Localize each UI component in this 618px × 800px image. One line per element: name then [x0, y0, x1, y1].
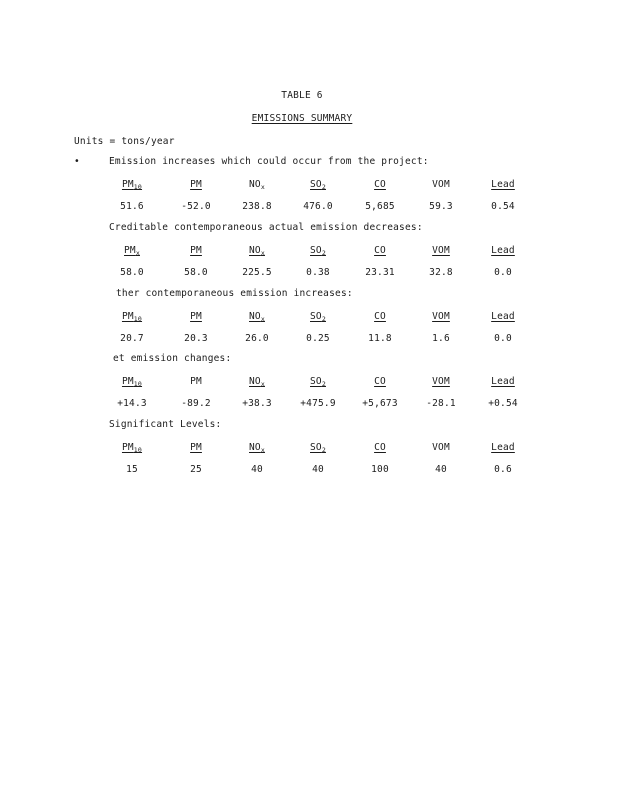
column-header: PM — [190, 442, 202, 453]
section-label: Creditable contemporaneous actual emission decreases: — [109, 222, 423, 233]
column-header: VOM — [432, 311, 450, 322]
column-header: $SO_2$ — [310, 442, 326, 454]
column-header: CO — [374, 311, 386, 322]
table-cell: 225.5 — [242, 267, 272, 278]
section-label: Significant Levels: — [109, 419, 222, 430]
units-line: Units = tons/year — [74, 136, 175, 147]
table-cell: 23.31 — [365, 267, 395, 278]
column-header: $SO_2$ — [310, 245, 326, 257]
table-cell: 26.0 — [245, 333, 269, 344]
table-cell: 476.0 — [303, 201, 333, 212]
bullet-marker: • — [74, 156, 80, 167]
table-cell: 25 — [190, 464, 202, 475]
table-cell: 58.0 — [120, 267, 144, 278]
column-header: CO — [374, 179, 386, 190]
table-cell: 20.7 — [120, 333, 144, 344]
table-cell: +38.3 — [242, 398, 272, 409]
table-cell: -89.2 — [181, 398, 211, 409]
table-cell: -52.0 — [181, 201, 211, 212]
column-header: VOM — [432, 442, 450, 453]
column-header: PM — [190, 376, 202, 387]
table-cell: 5,685 — [365, 201, 395, 212]
column-header: Lead — [491, 311, 515, 322]
table-title: TABLE 6 — [281, 90, 323, 101]
column-header: $PM_{10}$ — [121, 376, 143, 388]
table-cell: 1.6 — [432, 333, 450, 344]
table-cell: 238.8 — [242, 201, 272, 212]
column-header: VOM — [432, 376, 450, 387]
column-header: $PM_{10}$ — [121, 179, 143, 191]
column-header: $NO_x$ — [249, 311, 265, 323]
column-header: VOM — [432, 179, 450, 190]
column-header: $SO_2$ — [310, 179, 326, 191]
table-cell: 0.25 — [306, 333, 330, 344]
column-header: $PM_x$ — [124, 245, 140, 257]
table-cell: 0.54 — [491, 201, 515, 212]
table-cell: +14.3 — [117, 398, 147, 409]
table-cell: 100 — [371, 464, 389, 475]
column-header: $NO_x$ — [249, 245, 265, 257]
table-cell: +475.9 — [300, 398, 336, 409]
table-cell: 0.6 — [494, 464, 512, 475]
table-cell: 40 — [312, 464, 324, 475]
table-cell: 0.0 — [494, 333, 512, 344]
table-cell: +5,673 — [362, 398, 398, 409]
column-header: CO — [374, 376, 386, 387]
column-header: VOM — [432, 245, 450, 256]
table-cell: 32.8 — [429, 267, 453, 278]
table-cell: 59.3 — [429, 201, 453, 212]
column-header: $NO_x$ — [249, 442, 265, 454]
table-subtitle: EMISSIONS SUMMARY — [251, 113, 353, 124]
table-cell: 40 — [251, 464, 263, 475]
column-header: $PM_{10}$ — [121, 442, 143, 454]
column-header: $PM_{10}$ — [121, 311, 143, 323]
section-label: Emission increases which could occur from the project: — [109, 156, 429, 167]
column-header: Lead — [491, 245, 515, 256]
column-header: CO — [374, 245, 386, 256]
column-header: Lead — [491, 442, 515, 453]
column-header: $SO_2$ — [310, 376, 326, 388]
table-cell: +0.54 — [488, 398, 518, 409]
column-header: $SO_2$ — [310, 311, 326, 323]
table-cell: 51.6 — [120, 201, 144, 212]
column-header: Lead — [491, 376, 515, 387]
table-cell: 58.0 — [184, 267, 208, 278]
table-cell: 40 — [435, 464, 447, 475]
table-cell: 20.3 — [184, 333, 208, 344]
table-cell: 0.0 — [494, 267, 512, 278]
column-header: PM — [190, 245, 202, 256]
column-header: PM — [190, 179, 202, 190]
column-header: CO — [374, 442, 386, 453]
column-header: $NO_x$ — [249, 376, 265, 388]
section-label: et emission changes: — [113, 353, 232, 364]
column-header: PM — [190, 311, 202, 322]
table-cell: 15 — [126, 464, 138, 475]
section-label: ther contemporaneous emission increases: — [116, 288, 353, 299]
table-cell: -28.1 — [426, 398, 456, 409]
table-cell: 0.38 — [306, 267, 330, 278]
table-cell: 11.8 — [368, 333, 392, 344]
column-header: Lead — [491, 179, 515, 190]
column-header: $NO_x$ — [249, 179, 265, 191]
